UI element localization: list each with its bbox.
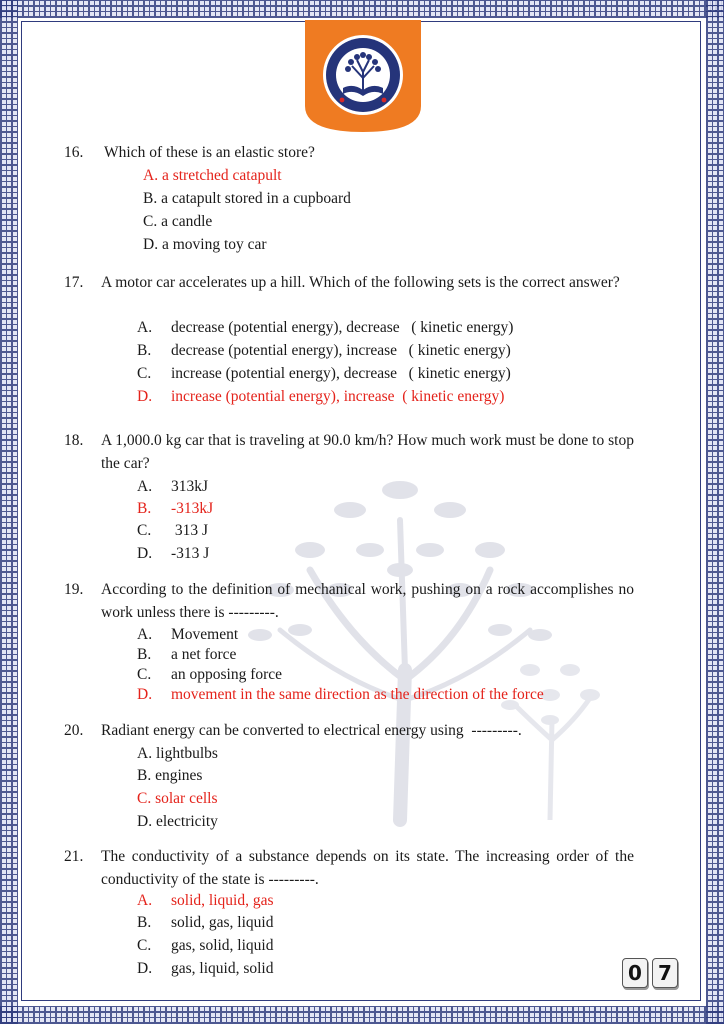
option-18-c: C. 313 J <box>137 522 209 539</box>
option-21-b: B. solid, gas, liquid <box>137 914 274 931</box>
question-21 <box>64 846 634 891</box>
option-17-b: B. decrease (potential energy), increase ( kinetic energy) <box>137 342 511 359</box>
tree-watermark <box>200 420 620 840</box>
question-number: 21. <box>64 848 84 865</box>
option-18-a: A. 313kJ <box>137 478 209 495</box>
question-number: 20. <box>64 722 84 739</box>
option-20-b: B. engines <box>137 767 203 784</box>
question-number: 16. <box>64 144 84 161</box>
question-number: 17. <box>64 274 84 291</box>
option-20-a: A. lightbulbs <box>137 745 218 762</box>
question-number: 18. <box>64 432 84 449</box>
option-17-d: D. increase (potential energy), increase ( kinetic energy) <box>137 388 505 405</box>
question-text: A motor car accelerates up a hill. Which of the following sets is the correct answer? <box>101 274 620 291</box>
option-17-a: A. decrease (potential energy), decrease ( kinetic energy) <box>137 319 514 336</box>
page-number-digit: 0 <box>622 958 648 988</box>
option-20-c: C. solar cells <box>137 790 218 807</box>
page-number-digit: 7 <box>652 958 678 988</box>
school-logo <box>305 20 421 132</box>
option-16-b: B. a catapult stored in a cupboard <box>143 190 351 207</box>
option-16-d: D. a moving toy car <box>143 236 267 253</box>
option-16-a: A. a stretched catapult <box>143 167 282 184</box>
option-19-c: C. an opposing force <box>137 666 283 683</box>
question-19 <box>64 579 634 624</box>
page-border-left <box>0 0 18 1024</box>
question-text: A 1,000.0 kg car that is traveling at 90.0 km/h? How much work must be done to stop the car? <box>101 432 634 472</box>
option-16-c: C. a candle <box>143 213 213 230</box>
option-20-d: D. electricity <box>137 813 218 830</box>
option-18-d: D. -313 J <box>137 545 210 562</box>
question-20 <box>64 720 634 743</box>
option-19-d: D. movement in the same direction as the direction of the force <box>137 686 544 703</box>
option-21-a: A. solid, liquid, gas <box>137 892 274 909</box>
question-text: Radiant energy can be converted to electrical energy using ---------. <box>101 722 522 739</box>
question-number: 19. <box>64 581 84 598</box>
question-16 <box>64 142 634 165</box>
question-18 <box>64 430 634 475</box>
page-number <box>622 958 678 988</box>
question-text: The conductivity of a substance depends on its state. The increasing order of the conductivity of the state is ---------. <box>101 848 634 888</box>
option-21-c: C. gas, solid, liquid <box>137 937 274 954</box>
question-text: Which of these is an elastic store? <box>104 144 315 161</box>
page-border-bottom <box>0 1006 724 1024</box>
option-19-b: B. a net force <box>137 646 237 663</box>
option-17-c: C. increase (potential energy), decrease ( kinetic energy) <box>137 365 511 382</box>
option-19-a: A. Movement <box>137 626 239 643</box>
option-18-b: B. -313kJ <box>137 500 214 517</box>
question-text: According to the definition of mechanical work, pushing on a rock accomplishes no work unless there is ---------. <box>101 581 634 621</box>
option-21-d: D. gas, liquid, solid <box>137 960 274 977</box>
page-border-right <box>706 0 724 1024</box>
page-border-top <box>0 0 724 18</box>
question-17 <box>64 272 634 295</box>
